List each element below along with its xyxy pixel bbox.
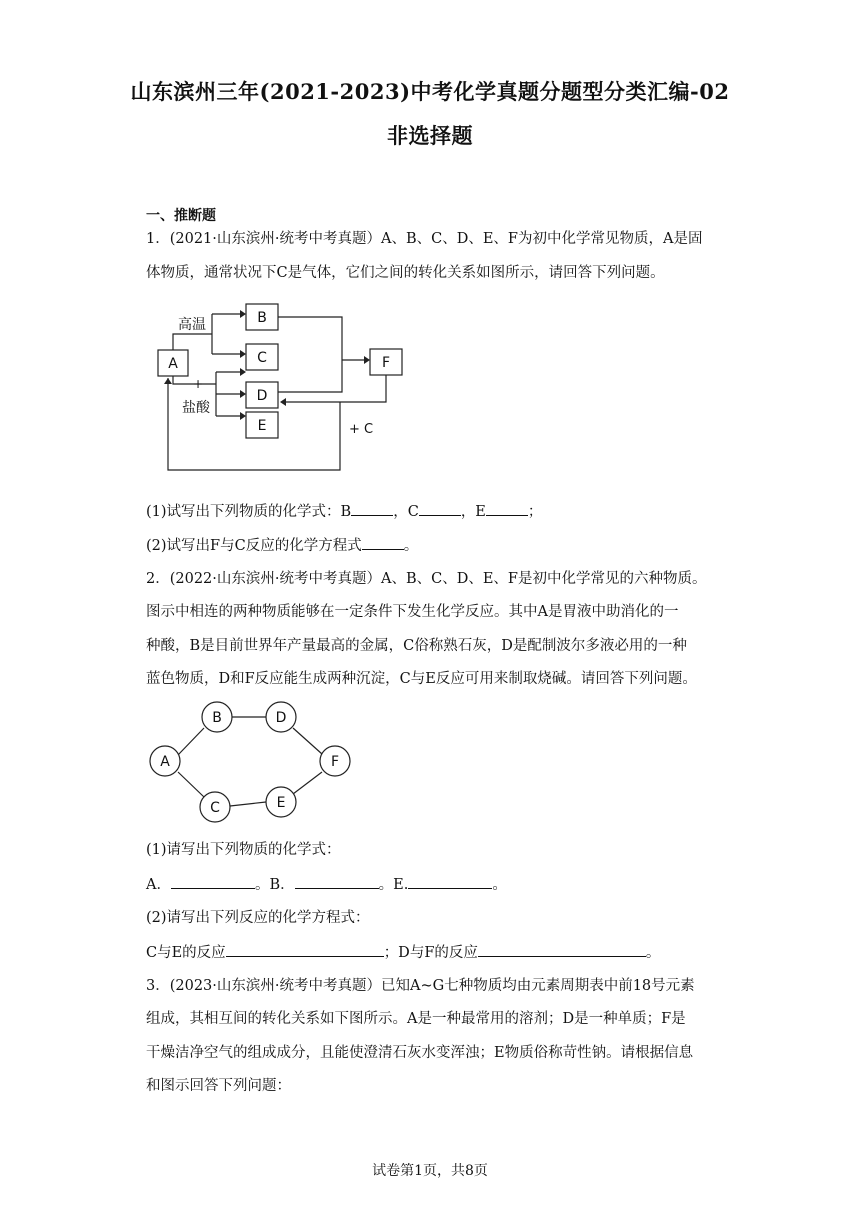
q2-sub2-end: 。 bbox=[645, 945, 661, 961]
q1-sub2-prefix: (2)试写出F与C反应的化学方程式 bbox=[146, 538, 362, 554]
q1-label-E: E bbox=[257, 418, 267, 434]
q1-plus: + bbox=[192, 377, 204, 391]
q1-plus-c: + C bbox=[348, 422, 374, 437]
q1-label-F: F bbox=[381, 355, 391, 371]
q1-blank-b[interactable] bbox=[351, 501, 393, 516]
q3-line3: 干燥洁净空气的组成成分，且能使澄清石灰水变浑浊；E物质俗称苛性钠。请根据信息 bbox=[146, 1045, 694, 1061]
q2-sub1-b: 。B． bbox=[254, 877, 295, 893]
q2-sub1-answers bbox=[146, 874, 507, 895]
q2-blank-a[interactable] bbox=[171, 874, 255, 889]
q1-sub1-c: ，C bbox=[393, 504, 419, 520]
q2-label-C: C bbox=[210, 800, 220, 816]
q2-label-B: B bbox=[212, 710, 222, 726]
q1-high-temp: 高温 bbox=[178, 317, 206, 333]
q2-label-F: F bbox=[330, 754, 340, 770]
page-footer: 试卷第1页，共8页 bbox=[372, 1163, 488, 1179]
q1-sub1-prefix: (1)试写出下列物质的化学式：B bbox=[146, 504, 352, 520]
q1-label-B: B bbox=[257, 310, 267, 326]
q2-sub2: (2)请写出下列反应的化学方程式： bbox=[146, 910, 370, 926]
q2-line2: 图示中相连的两种物质能够在一定条件下发生化学反应。其中A是胃液中助消化的一 bbox=[146, 604, 679, 620]
q2-sub1-a: A． bbox=[146, 877, 171, 893]
q2-sub2-df: ；D与F的反应 bbox=[383, 945, 478, 961]
q2-line4: 蓝色物质，D和F反应能生成两种沉淀，C与E反应可用来制取烧碱。请回答下列问题。 bbox=[146, 671, 697, 687]
q2-blank-ce[interactable] bbox=[226, 942, 384, 957]
q3-line1: 3．(2023·山东滨州·统考中考真题）已知A~G七种物质均由元素周期表中前18号元素 bbox=[146, 978, 695, 994]
q1-sub1 bbox=[146, 501, 542, 522]
q2-blank-df[interactable] bbox=[478, 942, 646, 957]
q2-sub1: (1)请写出下列物质的化学式： bbox=[146, 842, 341, 858]
q1-hcl: 盐酸 bbox=[182, 400, 210, 416]
section-heading: 一、推断题 bbox=[146, 208, 216, 224]
q1-blank-c[interactable] bbox=[419, 501, 461, 516]
q3-line2: 组成，其相互间的转化关系如下图所示。A是一种最常用的溶剂；D是一种单质；F是 bbox=[146, 1011, 686, 1027]
q3-line4: 和图示回答下列问题： bbox=[146, 1078, 291, 1094]
q1-blank-e[interactable] bbox=[486, 501, 528, 516]
q1-sub1-e: ，E bbox=[460, 504, 486, 520]
q1-line2: 体物质，通常状况下C是气体，它们之间的转化关系如图所示，请回答下列问题。 bbox=[146, 265, 665, 281]
q1-label-A: A bbox=[168, 356, 178, 372]
q1-sub1-end: ； bbox=[527, 504, 543, 520]
q1-label-C: C bbox=[257, 350, 267, 366]
q2-line1: 2．(2022·山东滨州·统考中考真题）A、B、C、D、E、F是初中化学常见的六种物质。 bbox=[146, 571, 707, 587]
q2-sub2-ce: C与E的反应 bbox=[146, 945, 226, 961]
q1-conversion-diagram bbox=[150, 296, 430, 476]
q2-label-E: E bbox=[276, 795, 286, 811]
q2-blank-b[interactable] bbox=[295, 874, 379, 889]
q1-label-D: D bbox=[256, 388, 268, 404]
q2-sub2-answers bbox=[146, 942, 660, 963]
q1-sub2 bbox=[146, 535, 418, 556]
doc-title-line2: 非选择题 bbox=[387, 123, 473, 148]
q1-blank-equation[interactable] bbox=[362, 535, 404, 550]
q2-line3: 种酸，B是目前世界年产量最高的金属，C俗称熟石灰，D是配制波尔多液必用的一种 bbox=[146, 638, 687, 654]
q2-blank-e[interactable] bbox=[408, 874, 492, 889]
q2-sub1-e: 。E. bbox=[378, 877, 409, 893]
q1-line1: 1．(2021·山东滨州·统考中考真题）A、B、C、D、E、F为初中化学常见物质，A是固 bbox=[146, 231, 703, 247]
q2-sub1-end: 。 bbox=[492, 877, 507, 893]
q2-reaction-diagram bbox=[144, 700, 364, 830]
doc-title-line1: 山东滨州三年(2021-2023)中考化学真题分题型分类汇编-02 bbox=[130, 79, 730, 104]
q2-label-D: D bbox=[275, 710, 287, 726]
q1-sub2-end: 。 bbox=[403, 538, 419, 554]
q2-label-A: A bbox=[160, 754, 170, 770]
